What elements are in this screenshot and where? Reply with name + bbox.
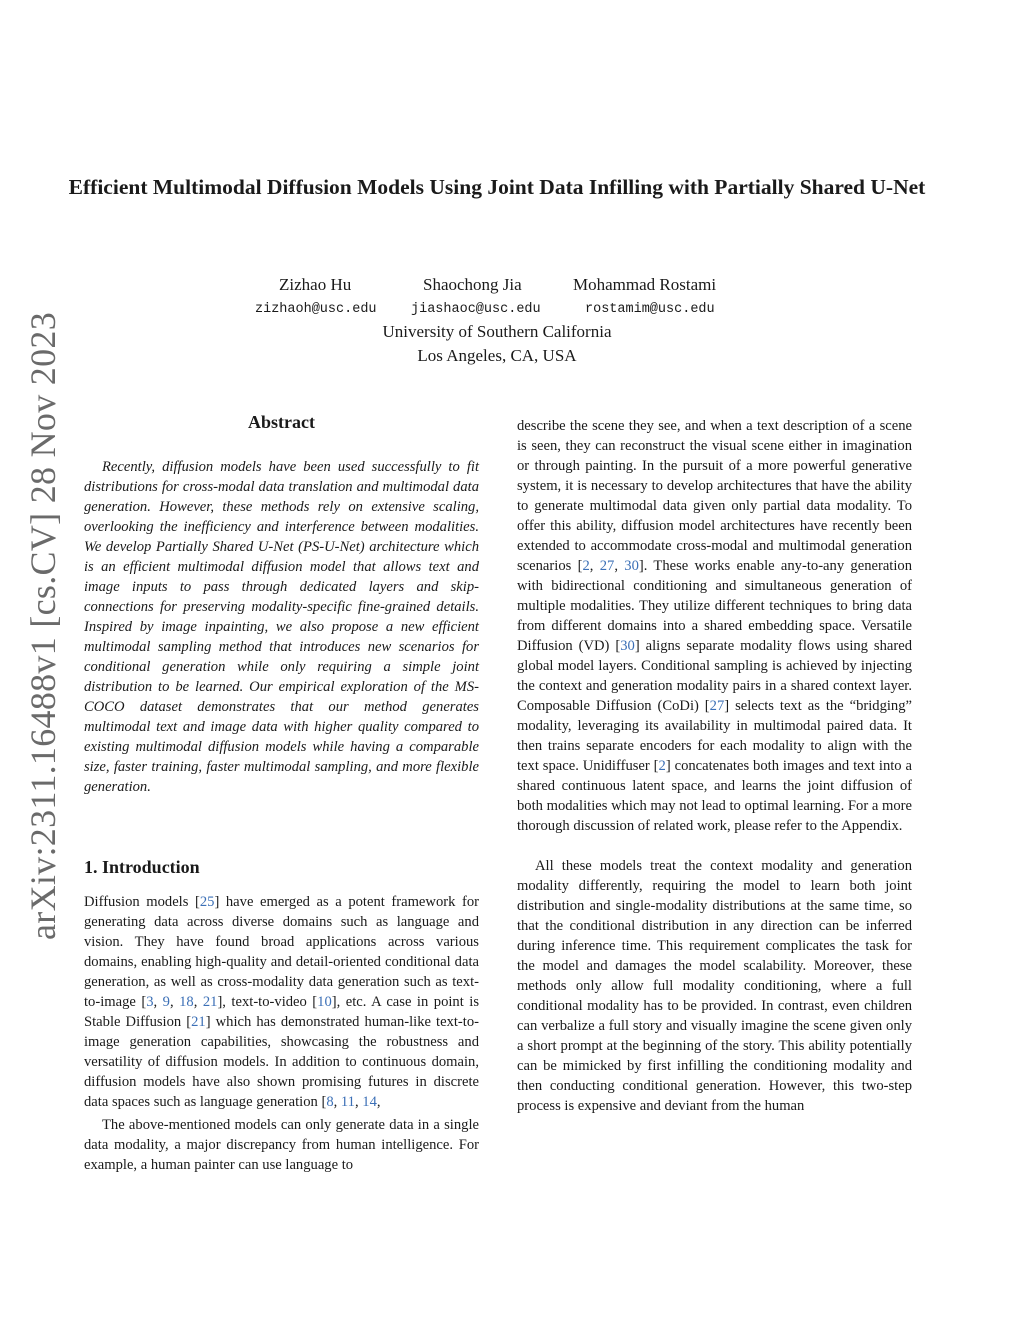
citation-link[interactable]: 8	[326, 1094, 334, 1110]
citation-link[interactable]: 25	[199, 894, 215, 910]
text-run: Diffusion models [	[84, 894, 200, 910]
author-name: Zizhao Hu	[279, 275, 352, 294]
author-email[interactable]: jiashaoc@usc.edu	[411, 302, 541, 317]
text-run: ,	[169, 994, 180, 1010]
text-run: ] which has demonstrated human-like text-to-image generation capabilities, showcasing the robustness and versatility of diffusion models. In addition to continuous domain, diffusion models have also shown promising futures in discrete data spaces such as language generation [	[84, 1014, 479, 1110]
text-run: ], etc. A case in point is Stable Diffusion [	[84, 994, 480, 1030]
text-run: describe the scene they see, and when a text description of a scene is seen, they can reconstruct the visual scene either in imagination or through painting. In the pursuit of a more powerful generative system, it is necessary to develop architectures that have the ability to generate multimodal data given only partial data modality. To offer this ability, diffusion model architectures have recently been extended to accommodate cross-modal and multimodal generation scenarios [	[517, 418, 912, 574]
citation-link[interactable]: 30	[624, 558, 639, 574]
arxiv-stamp: arXiv:2311.16488v1 [cs.CV] 28 Nov 2023	[23, 311, 63, 940]
citation-link[interactable]: 21	[191, 1014, 206, 1030]
citation-link[interactable]: 14	[362, 1094, 377, 1110]
abstract-text: Recently, diffusion models have been used successfully to fit distributions for cross-modal data translation and multimodal data generation. However, these methods rely on extensive scaling, overlooking the inefficiency and interference between modalities. We develop Partially Shared U-Net (PS-U-Net) architecture which is an efficient multimodal diffusion model that allows text and image inputs to pass through dedicated layers and skip-connections for preserving modality-specific fine-grained details. Inspired by image inpainting, we also propose a new efficient multimodal sampling method that introduces new scenarios for conditional generation while only requiring a simple joint distribution to be learned. Our empirical exploration of the MS-COCO dataset demonstrates that our method generates multimodal text and image data with higher quality compared to existing multimodal diffusion models while having a comparable size, faster training, faster multimodal sampling, and more flexible generation.	[84, 459, 479, 795]
intro-body	[84, 892, 479, 1175]
text-run: ,	[153, 994, 163, 1010]
text-run: ,	[193, 994, 203, 1010]
citation-link[interactable]: 27	[709, 698, 725, 714]
author-email[interactable]: zizhaoh@usc.edu	[255, 302, 377, 317]
intro-paragraph: The above-mentioned models can only generate data in a single data modality, a major discrepancy from human intelligence. For example, a human painter can use language to	[84, 1117, 479, 1173]
text-run: ] concatenates both images and text into a shared continuous latent space, and learns the joint diffusion of both modalities which may not lead to optimal learning. For a more thorough discussion of related work, please refer to the Appendix.	[517, 758, 912, 834]
citation-link[interactable]: 3	[146, 994, 154, 1010]
citation-link[interactable]: 18	[179, 994, 194, 1010]
citation-link[interactable]: 10	[317, 994, 332, 1010]
citation-link[interactable]: 11	[340, 1094, 355, 1110]
body-paragraph	[517, 416, 912, 836]
text-run: ], text-to-video [	[217, 994, 318, 1010]
abstract-body	[84, 457, 479, 797]
text-run: ,	[614, 558, 625, 574]
text-run: ] have emerged as a potent framework for generating data across diverse domains such as language and vision. They have found broad applications across various domains, enabling high-quality and detail-oriented conditional data generation, as well as cross-modality data generation such as text-to-image [	[84, 894, 479, 1010]
intro-paragraph	[84, 892, 479, 1112]
abstract-heading: Abstract	[248, 412, 315, 432]
citation-link[interactable]: 21	[202, 994, 218, 1010]
author-email[interactable]: rostamim@usc.edu	[585, 302, 715, 317]
text-run: ]. These works enable any-to-any generation with bidirectional conditioning and simultaneous generation of multiple modalities. They utilize different techniques to bring data from different domains into a shared embedding space. Versatile Diffusion (VD) [	[517, 558, 913, 654]
citation-link[interactable]: 2	[582, 558, 590, 574]
text-run: ] selects text as the “bridging” modality, leveraging its availability in multimodal paired data. It then trains separate encoders for each modality to align with the text space. Unidiffuser [	[517, 698, 913, 774]
text-run: ] aligns separate modality flows using shared global model layers. Conditional sampling is achieved by injecting the context and generation modality pairs in a shared context layer. Composable Diffusion (CoDi) [	[517, 638, 912, 714]
citation-link[interactable]: 9	[162, 994, 170, 1010]
text-run: ,	[589, 558, 600, 574]
body-paragraph: All these models treat the context modality and generation modality differently, requiring the model to learn both joint distribution and single-modality distributions at the same time, so that the conditional distribution in any direction can be inferred during inference time. This requirement complicates the task for the model and damages the model scalability. Moreover, these methods only allow full modality conditioning, where a full conditional modality has to be provided. In contrast, even children can verbalize a full story and visually imagine the scene given only a short prompt at the beginning of the story. This ability potentially can be mimicked by first infilling the conditioning modality and then conducting conditional generation. However, this two-step process is expensive and deviant from the human	[517, 858, 912, 1114]
citation-link[interactable]: 27	[599, 558, 615, 574]
text-run: ,	[354, 1094, 363, 1110]
citation-link[interactable]: 2	[658, 758, 666, 774]
author-name: Mohammad Rostami	[573, 275, 717, 294]
affiliation: University of Southern California	[382, 322, 612, 341]
location: Los Angeles, CA, USA	[417, 346, 577, 365]
right-column-body	[517, 416, 912, 1116]
paper-title: Efficient Multimodal Diffusion Models Using Joint Data Infilling with Partially Shared U-Net	[68, 175, 926, 199]
text-run: ,	[376, 1094, 381, 1110]
author-name: Shaochong Jia	[423, 275, 522, 294]
section-heading: 1. Introduction	[84, 857, 200, 877]
citation-link[interactable]: 30	[620, 638, 635, 654]
text-run: ,	[333, 1094, 341, 1110]
